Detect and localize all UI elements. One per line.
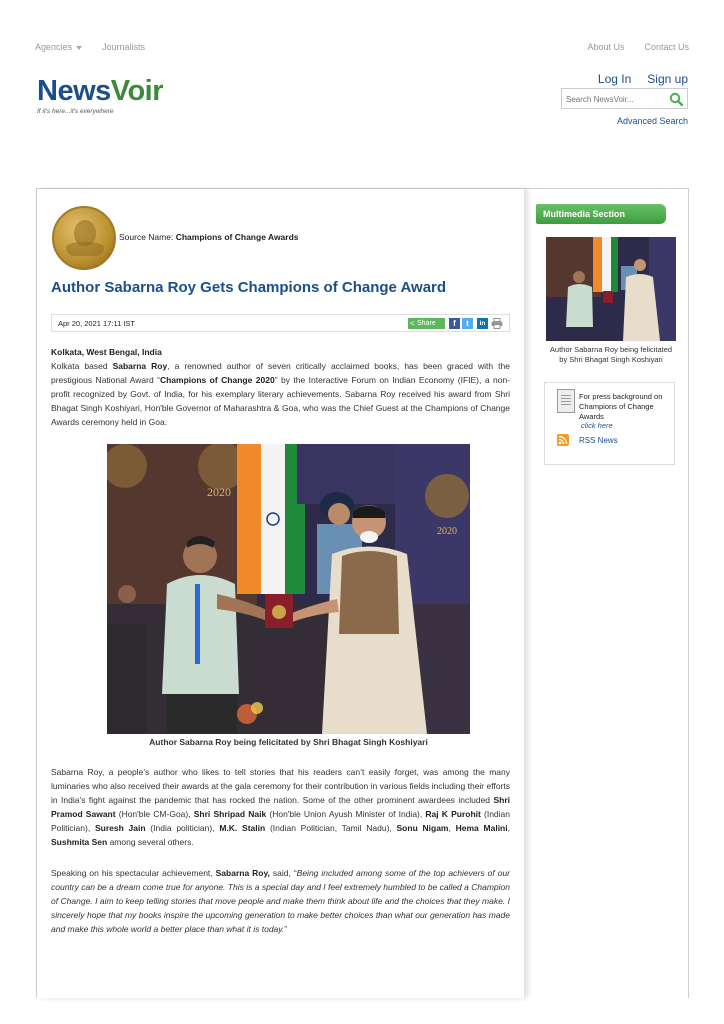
document-icon <box>557 389 575 413</box>
article-headline: Author Sabarna Roy Gets Champions of Change Award <box>51 279 447 296</box>
multimedia-thumbnail[interactable] <box>546 237 676 341</box>
photo-year-left: 2020 <box>207 485 231 499</box>
facebook-icon[interactable]: f <box>449 318 460 329</box>
article-paragraph-2: Sabarna Roy, a people’s author who likes to tell stories that his readers can’t easily forget, was among the many luminaries who also received their awards at the gala ceremony for their contribution in various fields including their efforts in India’s fight against the pandemic that has rocked the nation. Some of the other prominent awardees included Shri Pramod Sawant (Hon'ble CM-Goa), Shri Shripad Naik (Hon'ble Union Ayush Minister of India), Raj K Purohit (Indian Politician), Suresh Jain (India politician), M.K. Stalin (Indian Politician, Tamil Nadu), Sonu Nigam, Hema Malini, Sushmita Sen among several others. <box>51 767 510 848</box>
ceremony-photo-illustration <box>107 444 470 734</box>
nav-agencies[interactable] <box>35 42 82 52</box>
article-photo[interactable] <box>107 444 470 734</box>
press-background-box <box>544 382 675 465</box>
nav-journalists[interactable]: Journalists <box>102 42 146 52</box>
source-logo-medal <box>52 206 116 270</box>
rss-news-link[interactable]: RSS News <box>579 436 618 445</box>
click-here-link[interactable]: click here <box>581 421 613 431</box>
printer-icon[interactable] <box>491 318 503 329</box>
login-link[interactable]: Log In <box>597 72 632 86</box>
photo-year-right: 2020 <box>437 526 457 537</box>
auth-links <box>598 72 688 86</box>
site-logo[interactable] <box>37 76 167 120</box>
publish-date: Apr 20, 2021 17:11 IST <box>58 319 135 328</box>
search-input[interactable] <box>562 90 666 109</box>
thumbnail-caption: Author Sabarna Roy being felicitated by Shri Bhagat Singh Koshiyari <box>549 345 673 364</box>
nav-contact[interactable]: Contact Us <box>644 42 689 52</box>
nav-agencies-label: Agencies <box>35 42 73 52</box>
multimedia-section-header: Multimedia Section <box>536 204 666 224</box>
article-paragraph-1: Kolkata, West Bengal, India Kolkata based Sabarna Roy, a renowned author of seven critically acclaimed books, has been graced with the prestigious National Award “Champions of Change 2020” by the Interactive Forum on Indian Economy (IFIE), a non-profit recognized by Govt. of India, for his exemplary literary achievements. Sabarna Roy received his award from Shri Bhagat Singh Koshiyari, Hon'ble Governor of Maharashtra & Goa, who was the Chief Guest at the Champions of Change Awards ceremony held in Goa. <box>51 347 511 428</box>
rss-icon[interactable] <box>557 434 569 446</box>
signup-link[interactable]: Sign up <box>647 72 688 86</box>
search-icon[interactable] <box>669 92 683 106</box>
advanced-search-link[interactable]: Advanced Search <box>616 116 688 126</box>
press-background-text: For press background on Champions of Change Awards click here <box>579 392 671 431</box>
linkedin-icon[interactable]: in <box>477 318 488 329</box>
thumbnail-illustration <box>546 237 676 341</box>
top-navigation <box>35 42 689 56</box>
source-line <box>119 232 299 242</box>
medal-shoulders <box>66 242 104 256</box>
share-button[interactable]: < Share <box>408 318 445 329</box>
dateline: Kolkata, West Bengal, India <box>51 347 162 357</box>
source-name[interactable]: Champions of Change Awards <box>175 232 299 242</box>
date-share-bar <box>51 314 510 332</box>
caret-down-icon <box>76 46 82 50</box>
article-paragraph-3: Speaking on his spectacular achievement, Sabarna Roy, said, “Being included among some of the top achievers of our country can be a dream come true for anyone. This is a special day and I feel extremely humbled to be called a Champion of Change. I aim to keep telling stories that move people and make them think about life and the choices that they make. I sincerely hope that my books inspire the upcoming generation to make better choices than what our generation has made and make this whole world a better place than what it is today.” <box>51 868 510 935</box>
logo-tagline: If it's here...it's everywhere <box>37 108 114 115</box>
search-box <box>561 88 688 109</box>
twitter-icon[interactable]: t <box>462 318 473 329</box>
logo-wordmark: NewsVoir <box>37 75 164 107</box>
source-label: Source Name: <box>119 232 174 242</box>
nav-about[interactable]: About Us <box>587 42 625 52</box>
photo-caption: Author Sabarna Roy being felicitated by Shri Bhagat Singh Koshiyari <box>149 737 428 747</box>
